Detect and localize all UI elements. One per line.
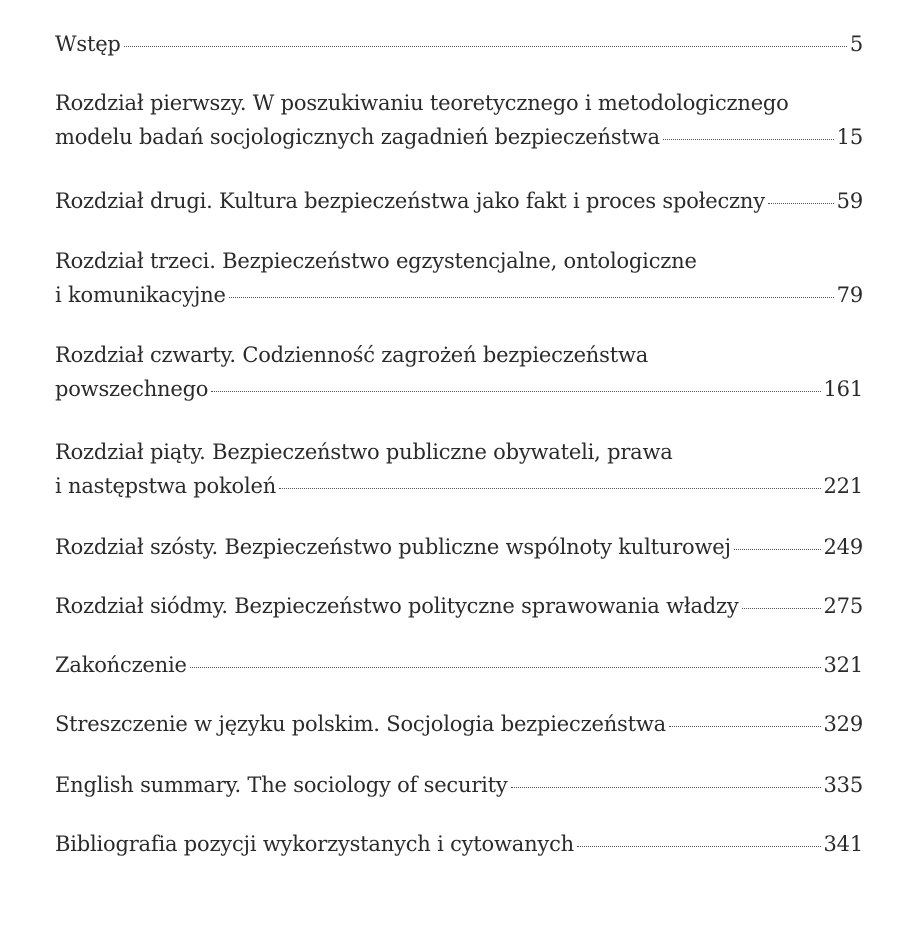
toc-entry-title: Rozdział drugi. Kultura bezpieczeństwa jako fakt i proces społeczny (55, 189, 765, 213)
toc-page-number: 221 (823, 474, 863, 498)
toc-entry-title: powszechnego (55, 377, 209, 401)
toc-entry-title: English summary. The sociology of security (55, 773, 508, 797)
toc-entry-english-summary[interactable] (55, 768, 863, 802)
toc-entry-title: Streszczenie w języku polskim. Socjologia bezpieczeństwa (55, 712, 666, 736)
toc-page-number: 335 (823, 773, 863, 797)
toc-page-number: 15 (836, 125, 863, 149)
toc-entry-chapter-4[interactable] (55, 338, 863, 406)
toc-page-number: 321 (823, 653, 863, 677)
toc-page-number: 59 (836, 189, 863, 213)
dot-leader (279, 488, 820, 489)
dot-leader (577, 846, 821, 847)
dot-leader (734, 549, 821, 550)
dot-leader (511, 787, 821, 788)
dot-leader (229, 297, 834, 298)
toc-entry-bibliografia[interactable] (55, 827, 863, 861)
toc-entry-title: i komunikacyjne (55, 283, 226, 307)
toc-entry-title: Rozdział szósty. Bezpieczeństwo publiczne wspólnoty kulturowej (55, 535, 731, 559)
dot-leader (124, 46, 847, 47)
toc-entry-title: modelu badań socjologicznych zagadnień bezpieczeństwa (55, 125, 660, 149)
toc-entry-title: Bibliografia pozycji wykorzystanych i cytowanych (55, 832, 574, 856)
toc-page-number: 249 (823, 535, 863, 559)
toc-entry-chapter-5[interactable] (55, 435, 863, 503)
toc-entry-chapter-6[interactable] (55, 530, 863, 564)
toc-entry-chapter-1[interactable] (55, 86, 863, 154)
toc-page-number: 5 (849, 32, 863, 56)
dot-leader (669, 726, 821, 727)
toc-page-number: 161 (823, 377, 863, 401)
toc-entry-title-line1: Rozdział czwarty. Codzienność zagrożeń bezpieczeństwa (55, 343, 649, 367)
toc-entry-zakonczenie[interactable] (55, 648, 863, 682)
toc-entry-chapter-7[interactable] (55, 589, 863, 623)
dot-leader (663, 139, 834, 140)
toc-entry-chapter-3[interactable] (55, 244, 863, 312)
toc-entry-streszczenie[interactable] (55, 707, 863, 741)
toc-entry-title-line1: Rozdział trzeci. Bezpieczeństwo egzystencjalne, ontologiczne (55, 249, 697, 273)
toc-entry-title: Rozdział siódmy. Bezpieczeństwo polityczne sprawowania władzy (55, 594, 739, 618)
toc-entry-title: Zakończenie (55, 653, 187, 677)
toc-page-number: 79 (836, 283, 863, 307)
toc-page-number: 329 (823, 712, 863, 736)
toc-page-number: 275 (823, 594, 863, 618)
toc-page-number: 341 (823, 832, 863, 856)
toc-entry-title: i następstwa pokoleń (55, 474, 277, 498)
toc-entry-wstep[interactable] (55, 27, 863, 61)
dot-leader (742, 608, 821, 609)
dot-leader (190, 667, 821, 668)
dot-leader (211, 391, 820, 392)
dot-leader (768, 203, 834, 204)
toc-entry-chapter-2[interactable] (55, 184, 863, 218)
toc-entry-title: Wstęp (55, 32, 121, 56)
toc-entry-title-line1: Rozdział piąty. Bezpieczeństwo publiczne obywateli, prawa (55, 440, 673, 464)
toc-entry-title-line1: Rozdział pierwszy. W poszukiwaniu teoretycznego i metodologicznego (55, 91, 789, 115)
